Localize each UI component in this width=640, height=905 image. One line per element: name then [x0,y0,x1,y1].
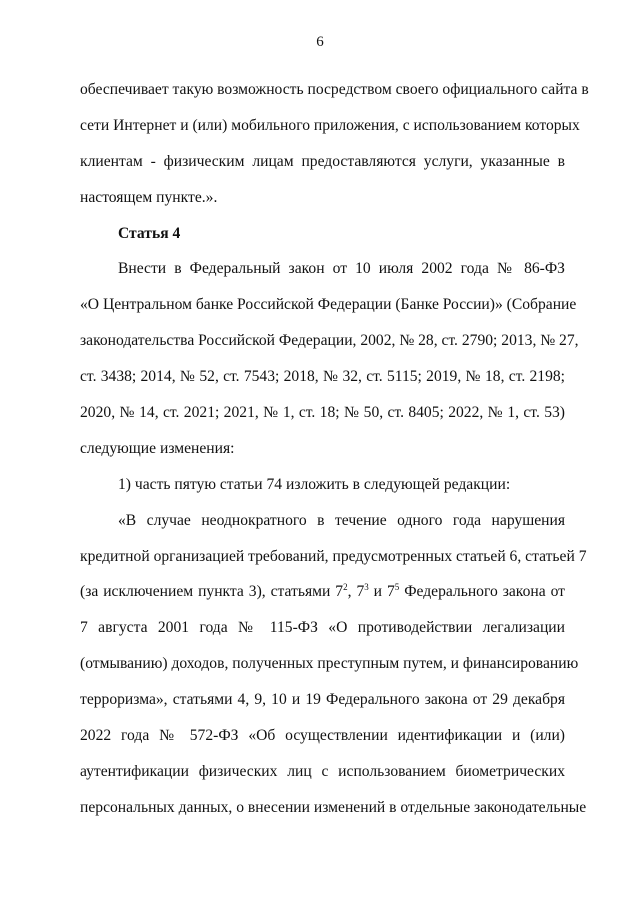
text-line: 2020, № 14, ст. 2021; 2021, № 1, ст. 18; № 50, ст. 8405; 2022, № 1, ст. 53) [80,404,565,422]
superscript: 2 [343,582,348,593]
superscript: 3 [364,582,369,593]
document-body [80,80,589,834]
text-line: ст. 3438; 2014, № 52, ст. 7543; 2018, № 32, ст. 5115; 2019, № 18, ст. 2198; [80,368,565,386]
text-line: обеспечивает такую возможность посредством своего официального сайта в [80,81,589,98]
text-line: терроризма», статьями 4, 9, 10 и 19 Федерального закона от 29 декабря [80,691,565,709]
text-line: (отмыванию) доходов, полученных преступным путем, и финансированию [80,655,579,673]
text-line: законодательства Российской Федерации, 2002, № 28, ст. 2790; 2013, № 27, [80,332,579,350]
text-segment: и 7 [368,583,395,601]
text-line: кредитной организацией требований, предусмотренных статьей 6, статьей 7 [80,547,587,565]
text-line: сети Интернет и (или) мобильного приложения, с использованием которых [80,116,580,134]
text-line: персональных данных, о внесении изменений в отдельные законодательные [80,798,587,816]
text-segment: (за исключением пункта 3), статьями 7 [80,583,344,601]
text-line: клиентам - физическим лицам предоставляются услуги, указанные в [80,152,565,170]
text-line: «О Центральном банке Российской Федерации (Банке России)» (Собрание [80,296,577,314]
text-line: настоящем пункте.». [80,188,218,206]
text-line: следующие изменения: [80,439,235,457]
text-line: 2022 года № 572-ФЗ «Об осуществлении идентификации и (или) [80,727,565,745]
text-line: 7 августа 2001 года № 115-ФЗ «О противодействии легализации [80,619,565,637]
article-heading: Статья 4 [118,224,181,242]
text-segment: Федерального закона от [399,583,565,601]
text-line: Внести в Федеральный закон от 10 июля 2002 года № 86-ФЗ [118,260,565,278]
text-line-with-superscripts [80,582,565,618]
superscript: 5 [394,582,400,593]
page-number: 6 [316,34,324,50]
list-item: 1) часть пятую статьи 74 изложить в следующей редакции: [118,475,511,493]
text-line: «В случае неоднократного в течение одного года нарушения [118,511,565,529]
text-line: аутентификации физических лиц с использованием биометрических [80,762,565,780]
text-segment: , 7 [347,583,365,601]
